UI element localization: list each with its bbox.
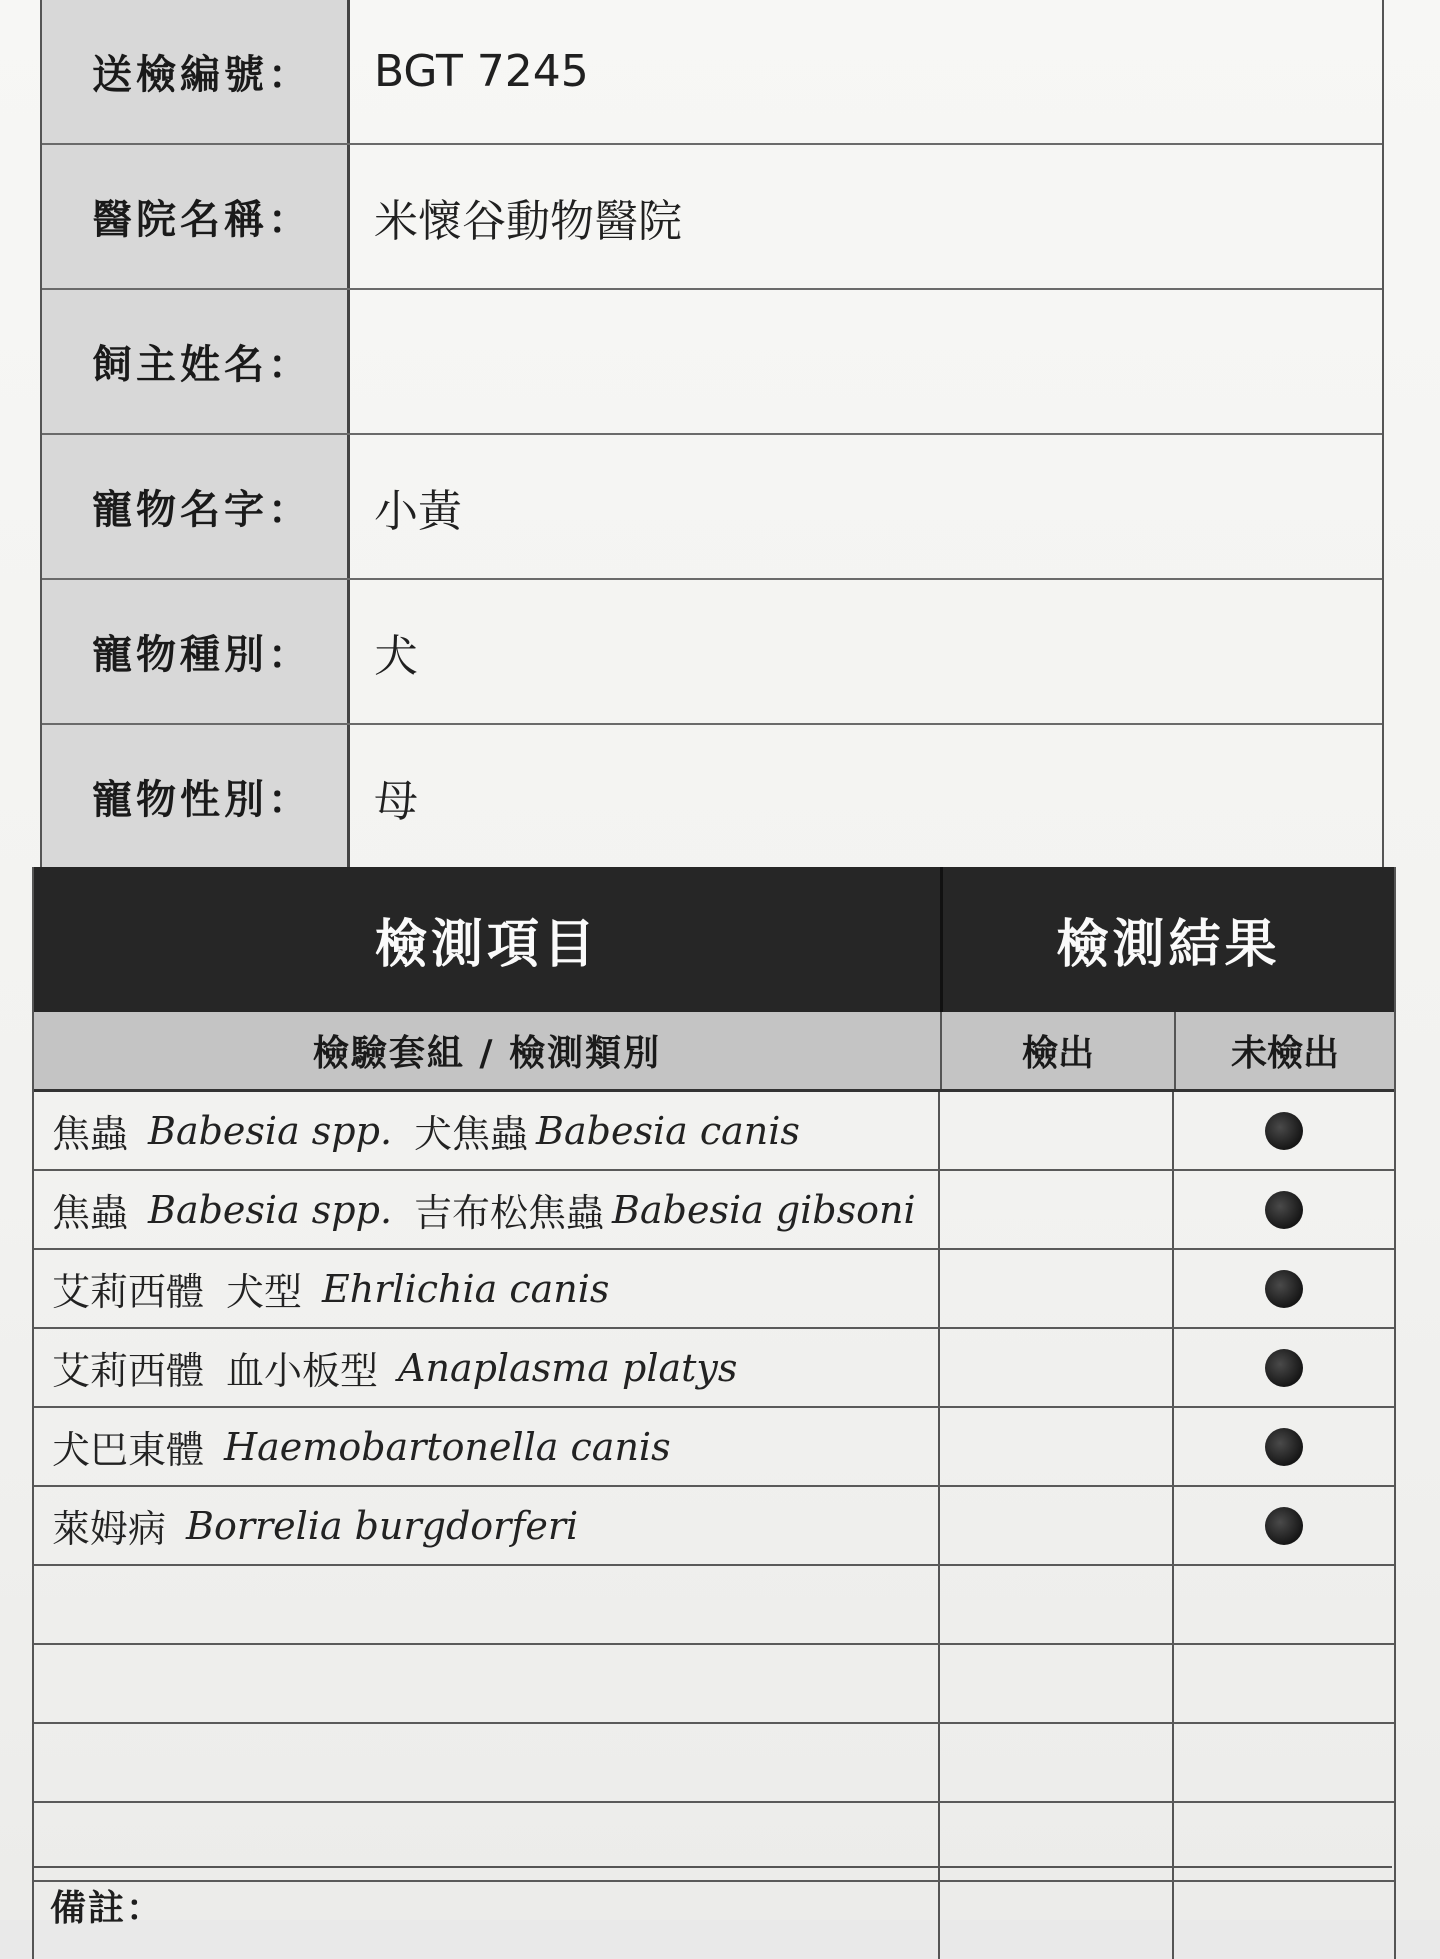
empty-cell bbox=[34, 1566, 940, 1643]
sex-label: 寵物性別： bbox=[42, 725, 350, 868]
test-name-zh: 犬巴東體 bbox=[52, 1428, 205, 1472]
test-subname-latin: Ehrlichia canis bbox=[322, 1266, 610, 1311]
result-dot-marker bbox=[1265, 1270, 1303, 1308]
test-name bbox=[34, 1408, 940, 1485]
table-row bbox=[34, 1487, 1394, 1566]
detected-cell bbox=[940, 1566, 1174, 1643]
test-name-latin: Babesia spp. bbox=[148, 1108, 393, 1153]
submission-info-table bbox=[40, 0, 1384, 868]
test-name bbox=[34, 1092, 940, 1169]
detected-cell bbox=[940, 1092, 1174, 1169]
result-dot-marker bbox=[1265, 1507, 1303, 1545]
table-row bbox=[34, 1171, 1394, 1250]
result-dot-marker bbox=[1265, 1349, 1303, 1387]
table-row bbox=[34, 1092, 1394, 1171]
info-row-hospital bbox=[42, 145, 1382, 290]
empty-table-row bbox=[34, 1645, 1394, 1724]
test-subname-latin: Anaplasma platys bbox=[398, 1345, 738, 1390]
not-detected-cell bbox=[1174, 1645, 1394, 1722]
test-name-latin: Haemobartonella canis bbox=[224, 1424, 671, 1469]
hospital-label: 醫院名稱： bbox=[42, 145, 350, 288]
test-name bbox=[34, 1171, 940, 1248]
info-row-species bbox=[42, 580, 1382, 725]
test-name-zh: 萊姆病 bbox=[52, 1507, 167, 1551]
info-row-pet-name bbox=[42, 435, 1382, 580]
not-detected-cell bbox=[1174, 1487, 1394, 1564]
not-detected-cell bbox=[1174, 1250, 1394, 1327]
submission-no-label: 送檢編號： bbox=[42, 0, 350, 143]
owner-value bbox=[350, 290, 1382, 433]
info-row-submission-no bbox=[42, 0, 1382, 145]
info-row-owner bbox=[42, 290, 1382, 435]
table-row bbox=[34, 1408, 1394, 1487]
test-name-zh: 焦蟲 bbox=[52, 1191, 129, 1235]
not-detected-cell bbox=[1174, 1566, 1394, 1643]
test-name-zh: 艾莉西體 bbox=[52, 1349, 205, 1393]
not-detected-cell bbox=[1174, 1724, 1394, 1801]
not-detected-cell bbox=[1174, 1408, 1394, 1485]
species-value: 犬 bbox=[374, 630, 418, 682]
test-subname-zh: 犬型 bbox=[226, 1270, 303, 1314]
empty-table-row bbox=[34, 1566, 1394, 1645]
test-results-table bbox=[32, 867, 1396, 1959]
empty-cell bbox=[34, 1645, 940, 1722]
not-detected-cell bbox=[1174, 1329, 1394, 1406]
result-dot-marker bbox=[1265, 1112, 1303, 1150]
not-detected-cell bbox=[1174, 1092, 1394, 1169]
test-subname-latin: Babesia gibsoni bbox=[612, 1187, 916, 1232]
remarks-label: 備註： bbox=[32, 1866, 1392, 1926]
detected-cell bbox=[940, 1408, 1174, 1485]
table-row bbox=[34, 1250, 1394, 1329]
sex-value: 母 bbox=[374, 775, 418, 827]
detected-cell bbox=[940, 1329, 1174, 1406]
not-detected-heading: 未檢出 bbox=[1230, 1033, 1339, 1074]
detected-cell bbox=[940, 1487, 1174, 1564]
test-subname-zh: 吉布松焦蟲 bbox=[414, 1191, 605, 1235]
results-header bbox=[34, 867, 1394, 1012]
test-name-zh: 艾莉西體 bbox=[52, 1270, 205, 1314]
test-name-latin: Borrelia burgdorferi bbox=[186, 1503, 579, 1548]
pet-name-label: 寵物名字： bbox=[42, 435, 350, 578]
submission-no-value: BGT 7245 bbox=[374, 46, 589, 97]
test-subname-zh: 犬焦蟲 bbox=[414, 1112, 529, 1156]
species-label: 寵物種別： bbox=[42, 580, 350, 723]
panel-category-heading: 檢驗套組 / 檢測類別 bbox=[34, 1012, 942, 1089]
test-name-zh: 焦蟲 bbox=[52, 1112, 129, 1156]
owner-label: 飼主姓名： bbox=[42, 290, 350, 433]
test-name bbox=[34, 1329, 940, 1406]
detected-cell bbox=[940, 1171, 1174, 1248]
test-name bbox=[34, 1250, 940, 1327]
results-subheader bbox=[34, 1012, 1394, 1092]
info-row-sex bbox=[42, 725, 1382, 868]
not-detected-cell bbox=[1174, 1171, 1394, 1248]
pet-name-value: 小黃 bbox=[374, 485, 462, 537]
detected-heading: 檢出 bbox=[942, 1012, 1176, 1089]
empty-cell bbox=[34, 1724, 940, 1801]
test-subname-latin: Babesia canis bbox=[536, 1108, 800, 1153]
empty-table-row bbox=[34, 1724, 1394, 1803]
test-name-latin: Babesia spp. bbox=[148, 1187, 393, 1232]
hospital-value: 米懷谷動物醫院 bbox=[374, 195, 682, 247]
test-items-heading: 檢測項目 bbox=[34, 867, 943, 1012]
result-dot-marker bbox=[1265, 1191, 1303, 1229]
detected-cell bbox=[940, 1724, 1174, 1801]
table-row bbox=[34, 1329, 1394, 1408]
detected-cell bbox=[940, 1645, 1174, 1722]
test-subname-zh: 血小板型 bbox=[226, 1349, 379, 1393]
test-name bbox=[34, 1487, 940, 1564]
detected-cell bbox=[940, 1250, 1174, 1327]
test-result-heading: 檢測結果 bbox=[1056, 915, 1281, 975]
result-dot-marker bbox=[1265, 1428, 1303, 1466]
